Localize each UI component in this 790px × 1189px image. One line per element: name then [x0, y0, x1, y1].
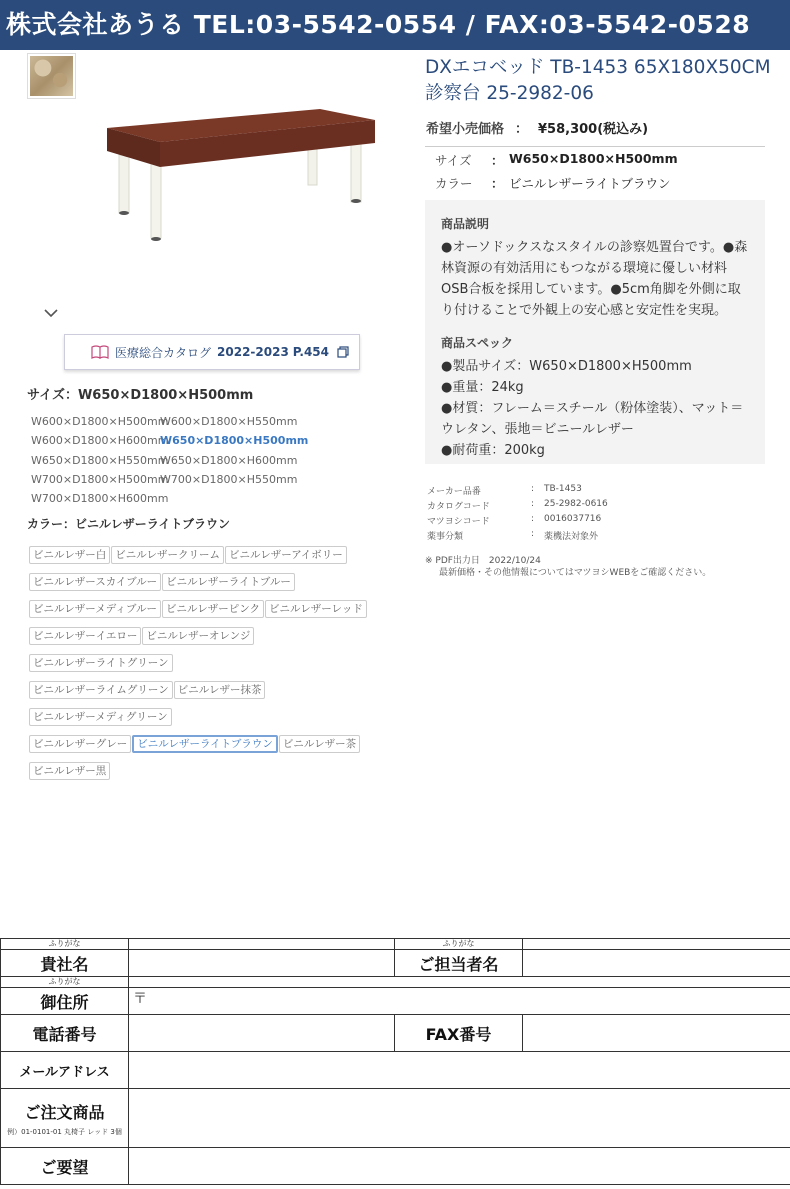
size-option[interactable]: W600×D1800×H500mm	[31, 415, 169, 428]
size-label: サイズ	[435, 153, 472, 168]
size-colon: ：	[491, 153, 504, 168]
color-chip[interactable]: ビニルレザーグレー	[29, 735, 131, 753]
size-row	[425, 151, 765, 175]
meta-colon: :	[531, 514, 535, 524]
furigana-label: ふりがな	[395, 939, 523, 950]
color-colon: ：	[491, 176, 504, 191]
company-furigana-input[interactable]	[129, 939, 395, 950]
catalog-year: 2022-2023	[217, 345, 289, 359]
product-title-line1: DXエコベッド TB-1453 65X180X50CM	[425, 57, 771, 78]
product-image	[100, 100, 385, 250]
header-banner	[0, 0, 790, 50]
color-chip[interactable]: ビニルレザーピンク	[162, 600, 264, 618]
spec-item: ●耐荷重：200kg	[441, 443, 545, 458]
color-label: カラー	[435, 176, 473, 191]
fax-number: FAX:03-5542-0528	[484, 10, 751, 39]
size-option[interactable]: W600×D1800×H550mm	[160, 415, 298, 428]
address-label: 御住所	[1, 988, 129, 1015]
price-label: 希望小売価格	[426, 122, 505, 137]
header-separator: /	[465, 10, 476, 39]
color-chip[interactable]: ビニルレザー白	[29, 546, 110, 564]
meta-key: マツヨシコード	[427, 517, 490, 527]
size-section-title	[27, 384, 253, 403]
order-example: 例）01-0101-01 丸椅子 レッド 3個	[7, 1127, 122, 1136]
size-option[interactable]: W650×D1800×H600mm	[160, 453, 298, 467]
email-input[interactable]	[129, 1052, 790, 1089]
tel-number[interactable]: TEL:03-5542-0554	[193, 10, 457, 39]
product-title	[425, 55, 775, 107]
meta-colon: :	[531, 484, 535, 494]
order-label: ご注文商品	[24, 1102, 105, 1122]
spec-heading: 商品スペック	[441, 336, 514, 350]
person-label: ご担当者名	[395, 950, 523, 977]
fax-input[interactable]	[523, 1015, 790, 1052]
color-chip[interactable]: ビニルレザーライトブルー	[162, 573, 295, 591]
size-options	[31, 412, 371, 508]
phone-label: 電話番号	[1, 1015, 129, 1052]
company-name: 株式会社あうる	[6, 10, 185, 39]
color-chip[interactable]: ビニルレザー茶	[279, 735, 360, 753]
meta-value: 25-2982-0616	[544, 499, 608, 509]
size-option-selected[interactable]: W650×D1800×H500mm	[160, 434, 309, 448]
meta-row	[425, 484, 765, 499]
meta-value: 0016037716	[544, 514, 602, 524]
color-chip[interactable]: ビニルレザーオレンジ	[142, 627, 254, 645]
color-chip[interactable]: ビニルレザーメディブルー	[29, 600, 161, 618]
meta-table	[425, 484, 765, 544]
meta-key: カタログコード	[427, 502, 490, 512]
meta-key: 薬事分類	[427, 532, 464, 542]
fax-label: FAX番号	[395, 1015, 523, 1052]
request-input[interactable]	[129, 1148, 790, 1185]
copy-icon	[337, 346, 349, 358]
color-chip[interactable]: ビニルレザースカイブルー	[29, 573, 161, 591]
size-value: W650×D1800×H500mm	[509, 151, 678, 166]
color-chip[interactable]: ビニルレザーライムグリーン	[29, 681, 173, 699]
meta-colon: :	[531, 499, 535, 509]
order-input[interactable]	[129, 1089, 790, 1148]
color-chip[interactable]: ビニルレザー抹茶	[174, 681, 266, 699]
phone-input[interactable]	[129, 1015, 395, 1052]
furigana-label: ふりがな	[1, 977, 129, 988]
meta-value: TB-1453	[544, 484, 582, 494]
meta-colon: :	[531, 529, 535, 539]
order-cell	[1, 1089, 129, 1148]
address-furigana-input[interactable]	[129, 977, 790, 988]
price-row	[425, 118, 765, 147]
size-option[interactable]: W700×D1800×H550mm	[160, 472, 298, 486]
catalog-page: P.454	[292, 345, 329, 359]
request-label: ご要望	[1, 1148, 129, 1185]
color-section-selected: ビニルレザーライトブラウン	[75, 517, 230, 531]
meta-row	[425, 529, 765, 544]
size-option[interactable]: W700×D1800×H500mm	[31, 472, 169, 486]
color-chip[interactable]: ビニルレザークリーム	[111, 546, 224, 564]
description-heading: 商品説明	[441, 217, 490, 231]
color-row	[425, 174, 765, 198]
size-option[interactable]: W600×D1800×H600mm	[31, 434, 169, 448]
color-value: ビニルレザーライトブラウン	[509, 176, 671, 191]
person-input[interactable]	[523, 950, 790, 977]
color-chip[interactable]: ビニルレザーレッド	[265, 600, 367, 618]
meta-value: 薬機法対象外	[544, 532, 599, 542]
thumbnail-image	[30, 56, 73, 96]
product-thumbnail[interactable]	[27, 53, 76, 99]
spec-item: ●重量：24kg	[441, 380, 524, 395]
color-chip[interactable]: ビニルレザーメディグリーン	[29, 708, 172, 726]
spec-item: ●材質：フレーム＝スチール（粉体塗装）、マット＝ウレタン、張地＝ビニールレザー	[441, 401, 744, 437]
chevron-down-icon[interactable]	[43, 305, 59, 321]
color-chip-selected[interactable]: ビニルレザーライトブラウン	[132, 735, 278, 753]
size-section-selected: W650×D1800×H500mm	[77, 388, 254, 403]
description-text: ●オーソドックスなスタイルの診察処置台です。●森林資源の有効活用にもつながる環境に優しい材料OSB合板を採用しています。●5cm角脚を外側に取り付けることで外観上の安心感と安定性を実現。	[441, 240, 748, 318]
email-label: メールアドレス	[1, 1052, 129, 1089]
person-furigana-input[interactable]	[523, 939, 790, 950]
pdf-note: 最新価格・その他情報についてはマツヨシWEBをご確認ください。	[439, 568, 712, 578]
size-section-label: サイズ：	[27, 388, 78, 403]
color-section-label: カラー：	[27, 517, 76, 531]
order-form	[0, 938, 790, 1185]
size-option[interactable]: W700×D1800×H600mm	[31, 492, 169, 506]
catalog-label: 医療総合カタログ	[115, 345, 212, 360]
color-options	[29, 543, 399, 786]
pdf-info	[425, 555, 765, 579]
price-colon: ：	[515, 122, 529, 137]
catalog-link[interactable]	[64, 334, 360, 370]
size-option[interactable]: W650×D1800×H550mm	[31, 453, 169, 467]
price-value: ¥58,300(税込み)	[538, 122, 649, 137]
product-title-line2: 診察台 25-2982-06	[425, 83, 594, 104]
pdf-date: ※ PDF出力日 2022/10/24	[425, 556, 541, 566]
color-section-title	[27, 515, 230, 532]
description-box	[425, 200, 765, 464]
spec-item: ●製品サイズ：W650×D1800×H500mm	[441, 359, 692, 374]
furigana-label: ふりがな	[1, 939, 129, 950]
company-input[interactable]	[129, 950, 395, 977]
meta-key: メーカー品番	[427, 487, 481, 497]
book-icon	[91, 345, 109, 359]
meta-row	[425, 514, 765, 529]
meta-row	[425, 499, 765, 514]
color-chip[interactable]: ビニルレザーライトグリーン	[29, 654, 173, 672]
postal-mark: 〒	[133, 991, 147, 1007]
address-input[interactable]	[129, 988, 790, 1015]
color-chip[interactable]: ビニルレザー黒	[29, 762, 110, 780]
color-chip[interactable]: ビニルレザーイエロー	[29, 627, 141, 645]
company-label: 貴社名	[1, 950, 129, 977]
color-chip[interactable]: ビニルレザーアイボリー	[225, 546, 347, 564]
